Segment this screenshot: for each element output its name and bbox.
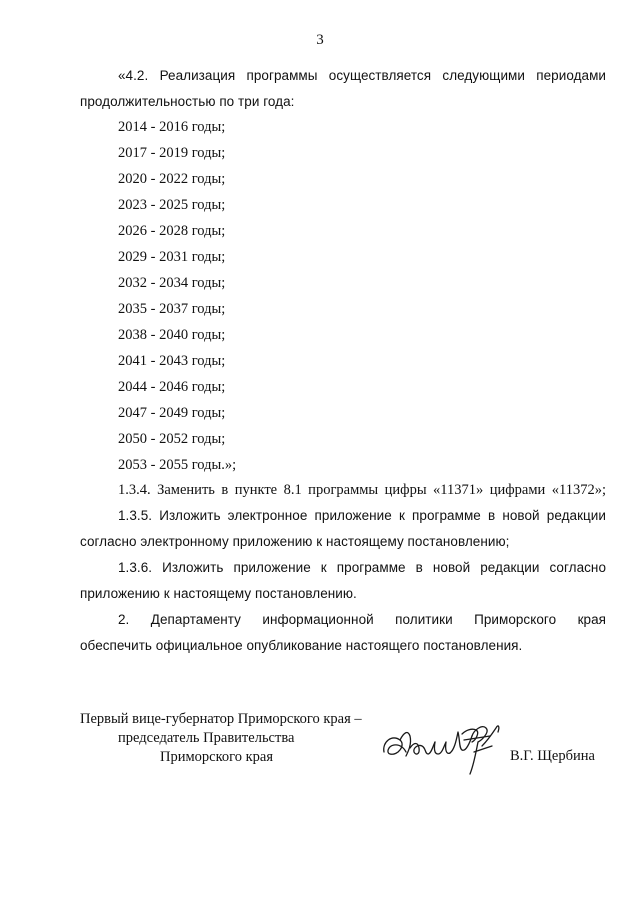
period-item: 2014 - 2016 годы; [118, 119, 226, 135]
paragraph-1-3-5-line-2: согласно электронному приложению к настоящему постановлению; [80, 534, 510, 549]
signatory-title-line-2: председатель Правительства [118, 730, 295, 746]
page-number: 3 [316, 32, 324, 48]
paragraph-1-3-4-text: 1.3.4. Заменить в пункте 8.1 программы цифры «11371» цифрами «11372»; [118, 482, 606, 498]
period-item: 2017 - 2019 годы; [118, 145, 226, 161]
period-item: 2053 - 2055 годы.»; [118, 457, 237, 473]
period-item: 2038 - 2040 годы; [118, 327, 226, 343]
period-item: 2026 - 2028 годы; [118, 223, 226, 239]
period-item: 2047 - 2049 годы; [118, 405, 226, 421]
intro-line-2: продолжительностью по три года: [80, 94, 295, 109]
signatory-title-line-3: Приморского края [160, 749, 274, 765]
period-item: 2035 - 2037 годы; [118, 301, 226, 317]
paragraph-2 [80, 607, 606, 659]
period-item: 2032 - 2034 годы; [118, 275, 226, 291]
periods-list [118, 114, 236, 478]
intro-line-1: «4.2. Реализация программы осуществляется следующими периодами [118, 68, 606, 83]
period-item: 2023 - 2025 годы; [118, 197, 226, 213]
signatory-title [80, 710, 380, 767]
period-item: 2029 - 2031 годы; [118, 249, 226, 265]
paragraph-1-3-5 [80, 503, 606, 555]
paragraph-1-3-6 [80, 555, 606, 607]
signer-name: В.Г. Щербина [510, 748, 595, 764]
period-item: 2044 - 2046 годы; [118, 379, 226, 395]
signatory-title-line-1: Первый вице-губернатор Приморского края – [80, 711, 362, 727]
paragraph-1-3-6-line-2: приложению к настоящему постановлению. [80, 586, 357, 601]
paragraph-1-3-4 [80, 477, 606, 503]
paragraph-1-3-6-line-1: 1.3.6. Изложить приложение к программе в новой редакции согласно [118, 560, 606, 575]
paragraph-1-3-5-line-1: 1.3.5. Изложить электронное приложение к программе в новой редакции [118, 508, 606, 523]
period-item: 2020 - 2022 годы; [118, 171, 226, 187]
section-4-2-intro [80, 63, 606, 115]
handwritten-signature [378, 712, 508, 782]
period-item: 2041 - 2043 годы; [118, 353, 226, 369]
period-item: 2050 - 2052 годы; [118, 431, 226, 447]
paragraph-2-line-1: 2. Департаменту информационной политики Приморского края [118, 612, 606, 627]
paragraph-2-line-2: обеспечить официальное опубликование настоящего постановления. [80, 638, 523, 653]
